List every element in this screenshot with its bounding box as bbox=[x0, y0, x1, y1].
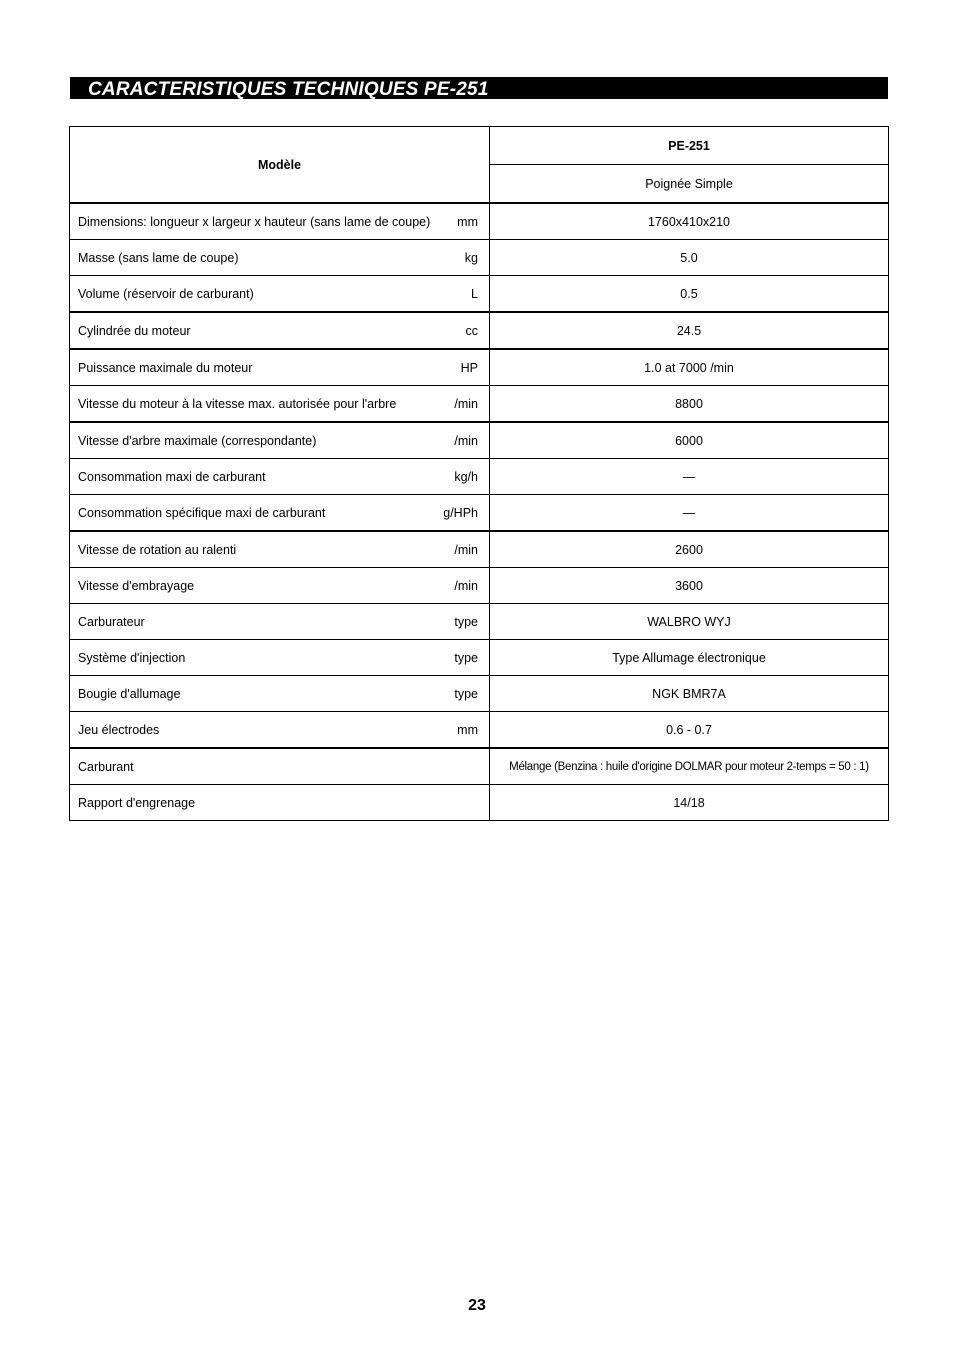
spec-value: WALBRO WYJ bbox=[490, 604, 889, 640]
model-label: Modèle bbox=[70, 127, 490, 204]
spec-unit: mm bbox=[440, 203, 490, 240]
section-title-bar bbox=[70, 77, 888, 99]
spec-value: 1.0 at 7000 /min bbox=[490, 349, 889, 386]
table-row bbox=[70, 568, 889, 604]
table-row bbox=[70, 604, 889, 640]
spec-value: — bbox=[490, 495, 889, 532]
spec-unit: HP bbox=[440, 349, 490, 386]
table-row bbox=[70, 240, 889, 276]
spec-unit: L bbox=[440, 276, 490, 313]
spec-unit: type bbox=[440, 640, 490, 676]
table-row bbox=[70, 676, 889, 712]
spec-unit: kg bbox=[440, 240, 490, 276]
spec-value: Mélange (Benzina : huile d'origine DOLMAR pour moteur 2-temps = 50 : 1) bbox=[490, 748, 889, 785]
spec-label: Rapport d'engrenage bbox=[70, 785, 440, 821]
table-row bbox=[70, 422, 889, 459]
table-row bbox=[70, 386, 889, 423]
spec-unit: type bbox=[440, 604, 490, 640]
table-row bbox=[70, 349, 889, 386]
spec-value: 2600 bbox=[490, 531, 889, 568]
model-name: PE-251 bbox=[490, 127, 889, 165]
spec-value: Type Allumage électronique bbox=[490, 640, 889, 676]
spec-value: 24.5 bbox=[490, 312, 889, 349]
table-row bbox=[70, 748, 889, 785]
spec-value: 6000 bbox=[490, 422, 889, 459]
spec-unit: cc bbox=[440, 312, 490, 349]
spec-label: Vitesse de rotation au ralenti bbox=[70, 531, 440, 568]
spec-unit: /min bbox=[440, 422, 490, 459]
spec-unit: g/HPh bbox=[440, 495, 490, 532]
spec-label: Jeu électrodes bbox=[70, 712, 440, 749]
spec-label: Consommation maxi de carburant bbox=[70, 459, 440, 495]
table-row bbox=[70, 712, 889, 749]
spec-label: Bougie d'allumage bbox=[70, 676, 440, 712]
spec-unit: type bbox=[440, 676, 490, 712]
spec-value: NGK BMR7A bbox=[490, 676, 889, 712]
spec-unit: mm bbox=[440, 712, 490, 749]
spec-label: Carburateur bbox=[70, 604, 440, 640]
spec-value: 14/18 bbox=[490, 785, 889, 821]
spec-unit: kg/h bbox=[440, 459, 490, 495]
spec-unit bbox=[440, 785, 490, 821]
spec-label: Carburant bbox=[70, 748, 440, 785]
spec-label: Vitesse d'arbre maximale (correspondante) bbox=[70, 422, 440, 459]
table-row bbox=[70, 312, 889, 349]
spec-value: 0.6 - 0.7 bbox=[490, 712, 889, 749]
spec-value: 0.5 bbox=[490, 276, 889, 313]
spec-label: Consommation spécifique maxi de carburant bbox=[70, 495, 440, 532]
spec-table bbox=[69, 126, 889, 821]
spec-label: Puissance maximale du moteur bbox=[70, 349, 440, 386]
spec-value: 5.0 bbox=[490, 240, 889, 276]
table-row bbox=[70, 640, 889, 676]
page-number: 23 bbox=[468, 1297, 486, 1314]
spec-label: Dimensions: longueur x largeur x hauteur (sans lame de coupe) bbox=[70, 203, 440, 240]
spec-label: Volume (réservoir de carburant) bbox=[70, 276, 440, 313]
table-header-row bbox=[70, 127, 889, 165]
table-row bbox=[70, 531, 889, 568]
spec-label: Système d'injection bbox=[70, 640, 440, 676]
table-row bbox=[70, 203, 889, 240]
section-title: CARACTERISTIQUES TECHNIQUES PE-251 bbox=[88, 79, 489, 100]
spec-unit: /min bbox=[440, 568, 490, 604]
spec-value: 1760x410x210 bbox=[490, 203, 889, 240]
model-variant: Poignée Simple bbox=[490, 165, 889, 204]
spec-label: Cylindrée du moteur bbox=[70, 312, 440, 349]
spec-unit: /min bbox=[440, 531, 490, 568]
spec-unit: /min bbox=[440, 386, 490, 423]
spec-label: Vitesse du moteur à la vitesse max. autorisée pour l'arbre bbox=[70, 386, 440, 423]
spec-value: 8800 bbox=[490, 386, 889, 423]
spec-unit bbox=[440, 748, 490, 785]
spec-value: 3600 bbox=[490, 568, 889, 604]
spec-label: Vitesse d'embrayage bbox=[70, 568, 440, 604]
table-row bbox=[70, 785, 889, 821]
table-row bbox=[70, 276, 889, 313]
table-row bbox=[70, 495, 889, 532]
table-row bbox=[70, 459, 889, 495]
spec-value: — bbox=[490, 459, 889, 495]
spec-label: Masse (sans lame de coupe) bbox=[70, 240, 440, 276]
